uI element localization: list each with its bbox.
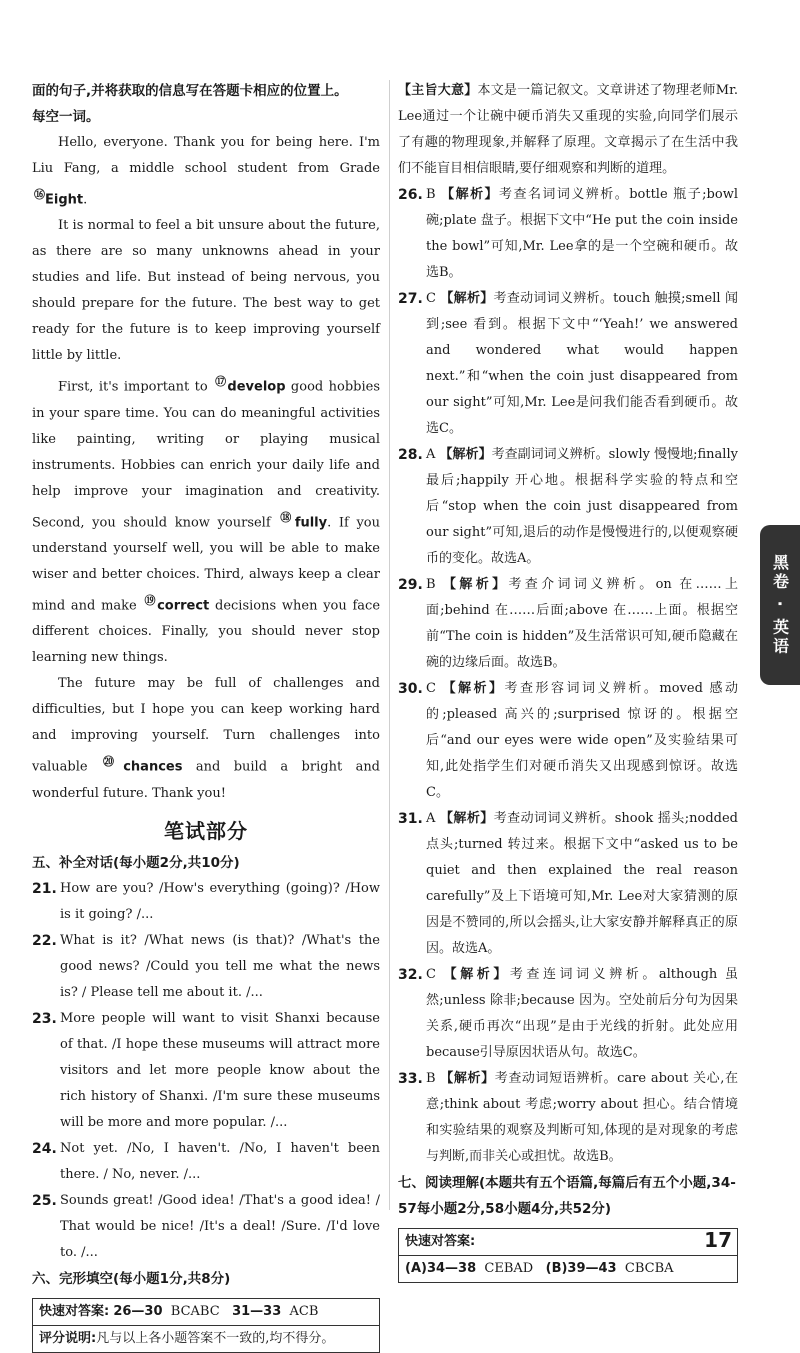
intro-instruction-2: 每空一词。 [32,109,100,125]
question-number: 24. [32,1140,57,1157]
subject-side-tab: 黑卷 · 英语 [760,525,800,685]
blank-answer: chances [123,759,183,775]
analysis-text: 考查名词词义辨析。bottle 瓶子;bowl 碗;plate 盘子。根据下文中“He put the coin inside the bowl”可知,Mr. Lee拿的是一个空碗和硬币。故选B。 [426,187,738,280]
blank-number: ⑯ [34,188,45,201]
cloze-explanations [398,182,738,1170]
answer-key: C [426,681,443,696]
analysis-tag: 【解析】 [441,187,500,202]
analysis-tag: 【解析】 [442,681,505,696]
scoring-note-row: 评分说明:凡与以上各小题答案不一致的,均不得分。 [33,1325,379,1352]
explanation-text [426,1066,738,1170]
blank-answer: correct [157,598,210,614]
explanation-text [426,676,738,806]
speech-passage [32,130,380,807]
explanation-item [398,286,738,442]
question-number: 29. [398,577,423,593]
analysis-text: 考查副词词义辨析。slowly 慢慢地;finally 最后;happily 开心地。根据科学实验的特点和空后“stop when the coin just disappeared from our sight”可知,退后的动作是慢慢进行的,以便观察硬币的变化。故选A。 [426,447,738,566]
quick-answer-label-row: 快速对答案: [405,1234,476,1249]
quick-answer-box-reading [398,1228,738,1283]
intro-instruction: 面的句子,并将获取的信息写在答题卡相应的位置上。 [32,83,348,99]
dialog-answer-item [32,1188,380,1266]
explanation-text [426,286,738,442]
blank-answer: develop [227,379,286,395]
blank-answer: Eight [45,192,84,208]
section-5-heading: 五、补全对话(每小题2分,共10分) [32,854,240,871]
explanation-item [398,806,738,962]
question-answer-text: Sounds great! /Good idea! /That's a good idea! / That would be nice! /It's a deal! /Sure. /I'd love to. /... [60,1192,380,1260]
explanation-item [398,572,738,676]
analysis-tag: 【解析】 [443,577,509,592]
question-answer-text: Not yet. /No, I haven't. /No, I haven't been there. / No, never. /... [60,1140,380,1182]
explanation-item [398,442,738,572]
analysis-tag: 【解析】 [439,447,492,462]
quick-answer-row: 快速对答案: 26—30 BCABC 31—33 ACB [39,1303,319,1319]
question-answer-text: More people will want to visit Shanxi because of that. /I hope these museums will attract more visitors and let more people know about the rich history of Shanxi. /I'm sure these museums will be more and more popular. /... [60,1010,380,1130]
answer-key: B [426,577,444,592]
dialog-answer-item [32,928,380,1006]
section-7-heading: 七、阅读理解(本题共有五个语篇,每篇后有五个小题,34-57每小题2分,58小题4分,共52分) [398,1175,736,1217]
analysis-text: 考查动词词义辨析。shook 摇头;nodded 点头;turned 转过来。根据下文中“asked us to be quiet and then explained the real reason carefully”及上下语境可知,Mr. Lee对大家猜测的原因是不赞同的,所以会摇头,让大家安静并解释真正的原因。故选A。 [426,811,738,956]
explanation-text [426,182,738,286]
explanation-item [398,182,738,286]
question-answer-text: What is it? /What news (is that)? /What's the good news? /Could you tell me what the news is? / Please tell me about it. /... [60,932,380,1000]
question-number: 26. [398,187,423,203]
explanation-text [426,962,738,1066]
explanation-text [426,442,738,572]
analysis-tag: 【解析】 [439,811,494,826]
blank-number: ⑱ [280,510,295,524]
question-number: 31. [398,811,423,827]
explanation-text [426,806,738,962]
section-title: 笔试部分 [164,818,248,843]
passage-paragraph: Hello, everyone. Thank you for being here. I'm Liu Fang, a middle school student from Grade ⑯Eight. [32,135,380,208]
question-answer-text: How are you? /How's everything (going)? /How is it going? /... [60,880,380,922]
passage-paragraph: First, it's important to ⑰develop good hobbies in your spare time. You can do meaningful activities like painting, writing or playing musical instruments. Hobbies can enrich your daily life and help improve your imagination and creativity. Second, you should know yourself ⑱fully. If you understand yourself well, you will be able to make wiser and better choices. Third, always keep a clear mind and make ⑲correct decisions when you face different choices. Finally, you should never stop learning new things. [32,375,381,666]
analysis-text: 考查动词短语辨析。care about 关心,在意;think about 考虑;worry about 担心。结合情境和实验结果的观察及判断可知,体现的是对现象的考虑与判断,而非关心或担忧。故选B。 [426,1071,738,1164]
explanation-item [398,676,738,806]
question-number: 22. [32,932,57,949]
blank-number: ⑰ [215,375,228,389]
dialog-answer-item [32,876,380,928]
dialog-answer-item [32,1006,380,1136]
explanation-item [398,1066,738,1170]
explanation-item [398,962,738,1066]
question-number: 28. [398,447,423,463]
analysis-text: 考查介词词义辨析。on 在……上面;behind 在……后面;above 在……上面。根据空前“The coin is hidden”及生活常识可知,硬币隐藏在碗的边缘后面。故选B。 [426,577,738,670]
blank-answer: fully [294,514,328,530]
dialog-answers [32,876,380,1266]
analysis-text: 考查形容词词义辨析。moved 感动的;pleased 高兴的;surprised 惊讶的。根据空后“and our eyes were wide open”及实验结果可知,此处指学生们对硬币消失又出现感到惊讶。故选C。 [426,681,738,800]
passage-paragraph: It is normal to feel a bit unsure about the future, as there are so many unknowns ahead in your studies and life. But instead of being nervous, you should prepare for the future. The best way to get ready for the future is to keep improving yourself little by little. [32,218,380,364]
question-number: 27. [398,291,423,307]
dialog-answer-item [32,1136,380,1188]
blank-number: ⑲ [144,593,158,607]
page-number: 17 [704,1228,732,1252]
question-number: 23. [32,1010,57,1027]
analysis-tag: 【解析】 [440,291,494,306]
quick-answer-box-cloze [32,1298,380,1353]
answer-key: A [426,811,440,826]
analysis-tag: 【解析】 [440,1071,495,1086]
analysis-tag: 【解析】 [443,967,510,982]
question-number: 25. [32,1192,57,1209]
explanation-text [426,572,738,676]
answer-key: B [426,187,442,202]
quick-answer-values-row: (A)34—38 CEBAD (B)39—43 CBCBA [399,1255,737,1282]
section-6-heading: 六、完形填空(每小题1分,共8分) [32,1270,231,1287]
answer-key: C [426,291,441,306]
question-number: 32. [398,967,423,983]
answer-key: B [426,1071,441,1086]
question-number: 21. [32,880,57,897]
column-divider [389,80,390,1210]
main-idea: 【主旨大意】本文是一篇记叙文。文章讲述了物理老师Mr. Lee通过一个让碗中硬币消失又重现的实验,向同学们展示了有趣的物理现象,并解释了原理。文章揭示了在生活中我们不能盲目相信眼睛,要仔细观察和判断的道理。 [398,83,738,176]
right-column [398,78,738,1283]
question-number: 30. [398,681,423,697]
question-number: 33. [398,1071,423,1087]
answer-key: C [426,967,444,982]
analysis-text: 考查动词词义辨析。touch 触摸;smell 闻到;see 看到。根据下文中“‘Yeah!’ we answered and wondered what would happen next.”和“when the coin just disappeared from our sight”可知,Mr. Lee是问我们能否看到硬币。故选C。 [426,291,738,436]
left-column [32,78,380,1353]
answer-key: A [426,447,440,462]
analysis-text: 考查连词词义辨析。although 虽然;unless 除非;because 因为。空处前后分句为因果关系,硬币再次“出现”是由于光线的折射。此处应用because引导原因状语从句。故选C。 [426,967,738,1060]
passage-paragraph: The future may be full of challenges and difficulties, but I hope you can keep working hard and improving yourself. Turn challenges into valuable ⑳chances and build a bright and wonderful future. Thank you! [32,676,381,801]
blank-number: ⑳ [102,755,124,769]
